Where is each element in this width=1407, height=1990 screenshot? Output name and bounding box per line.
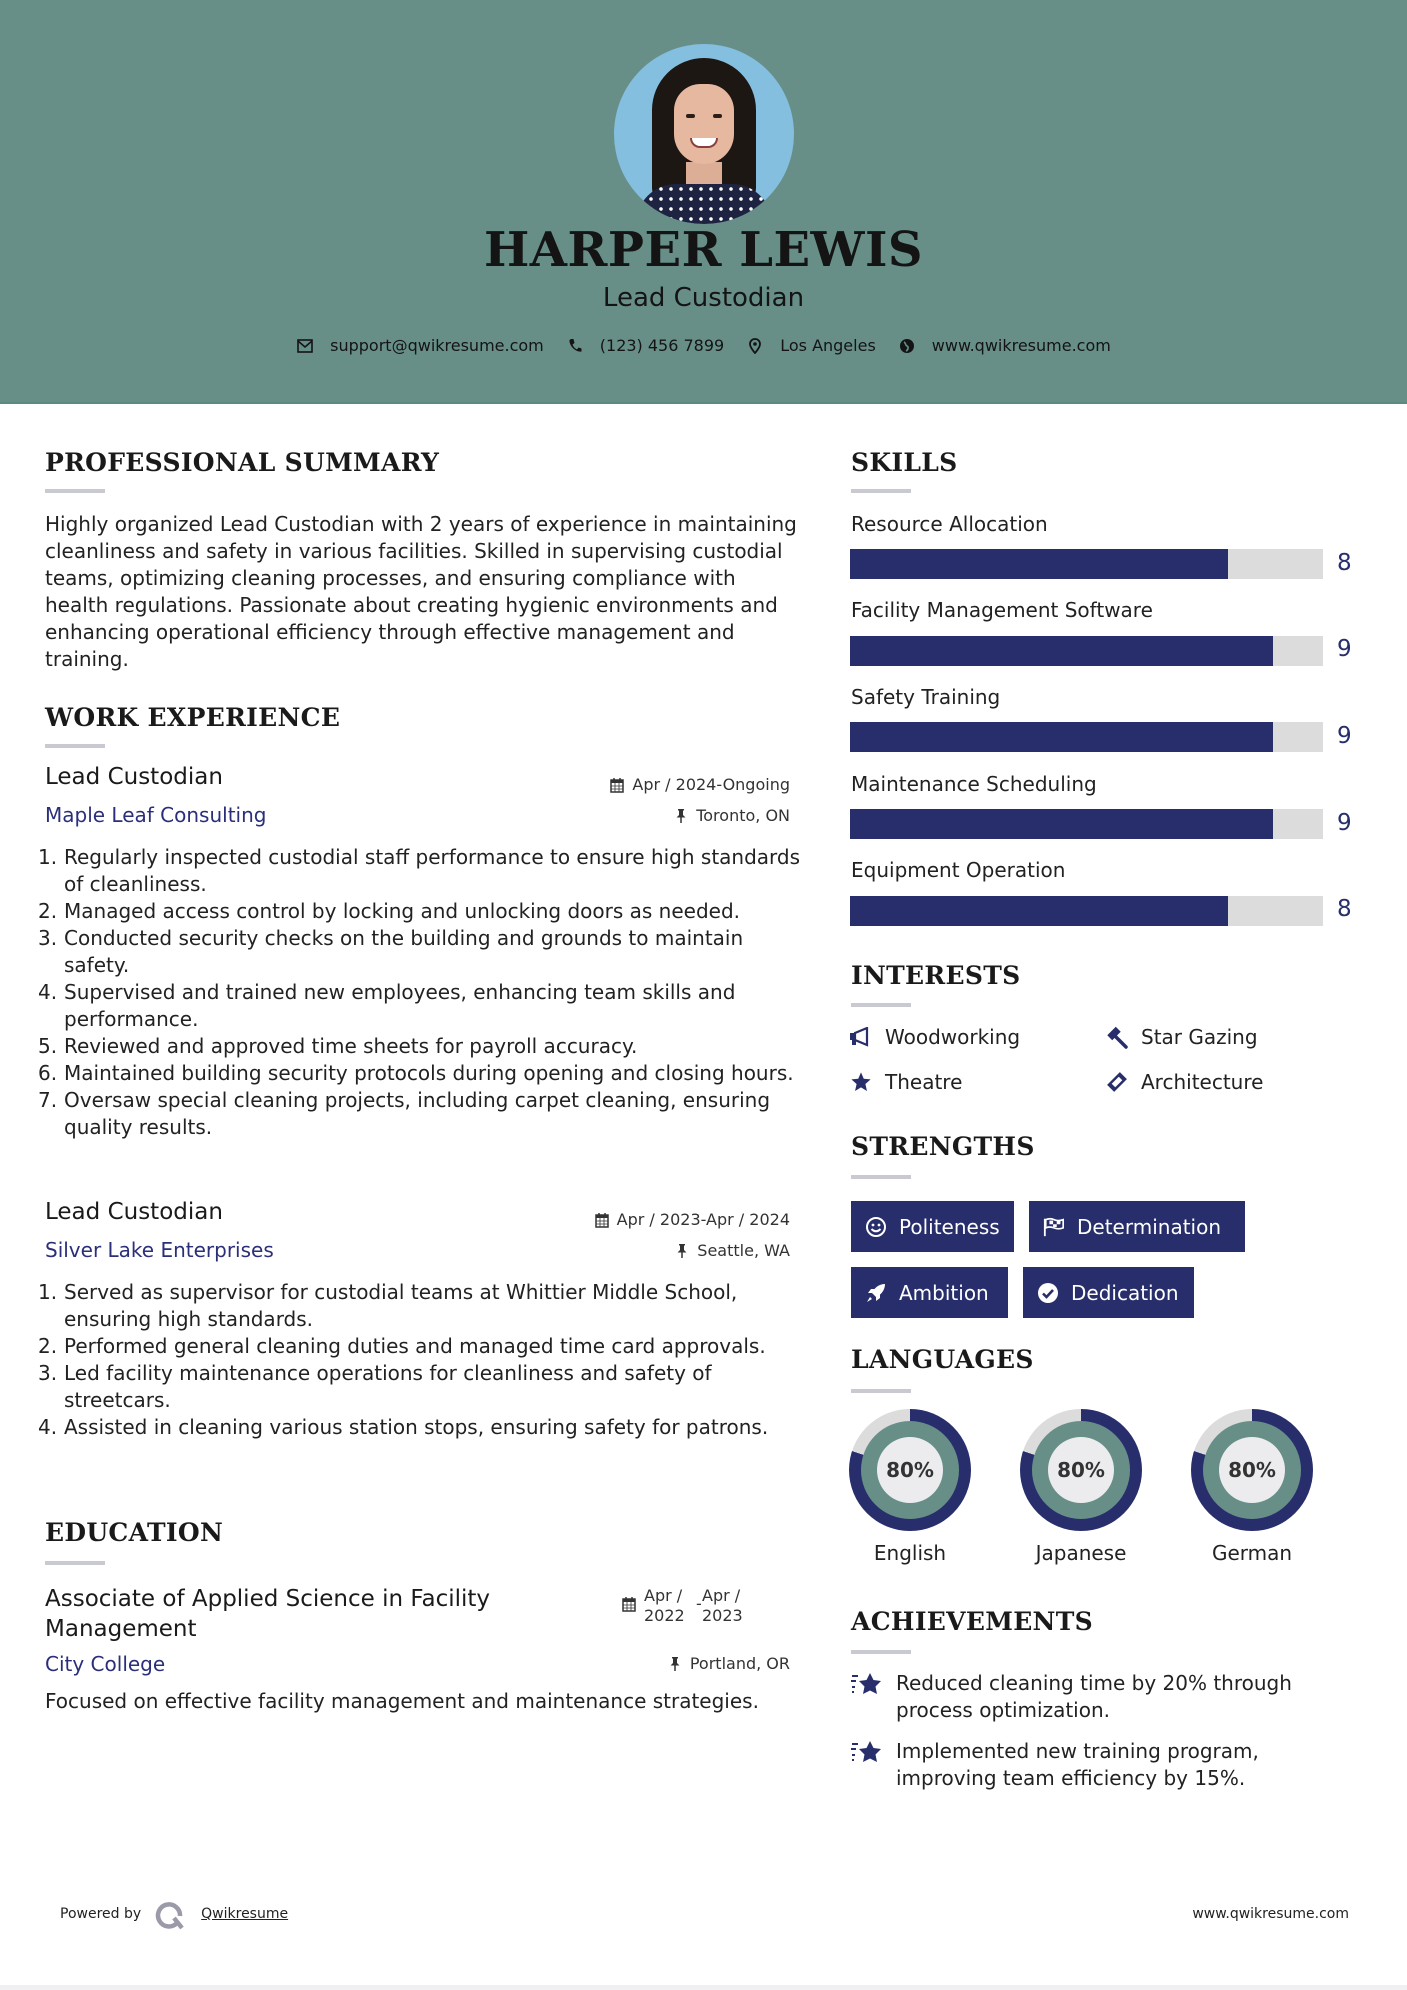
skill-bar-fill: [850, 636, 1273, 666]
language-percent: 80%: [877, 1437, 943, 1503]
skill-label: Resource Allocation: [851, 512, 1048, 536]
skill-score: 9: [1337, 723, 1352, 749]
job-dates-text: Apr / 2024-Ongoing: [632, 775, 790, 794]
job-dates: [520, 775, 790, 794]
strength-label: Dedication: [1071, 1280, 1179, 1305]
qwikresume-logo-icon: [155, 1898, 187, 1930]
education-divider: [45, 1561, 105, 1565]
interest-item: [1105, 1025, 1258, 1049]
contact-phone[interactable]: [566, 336, 724, 355]
edu-start-month: Apr /: [644, 1586, 683, 1605]
list-item: 4. Supervised and trained new employees, enhancing team skills and performance.: [38, 980, 736, 1031]
pushpin-icon: [675, 1243, 689, 1259]
summary-heading: PROFESSIONAL SUMMARY: [45, 448, 440, 477]
job-dates: [520, 1210, 790, 1229]
list-item: 2. Performed general cleaning duties and managed time card approvals.: [38, 1334, 766, 1358]
skill-bar: [850, 809, 1323, 839]
skill-label: Safety Training: [851, 685, 1001, 709]
contact-website-text: www.qwikresume.com: [931, 336, 1111, 355]
list-item: 5. Reviewed and approved time sheets for payroll accuracy.: [38, 1034, 638, 1058]
education-description: Focused on effective facility management and maintenance strategies.: [45, 1689, 759, 1713]
strength-chip: [1029, 1201, 1245, 1252]
education-dates: [622, 1586, 743, 1626]
envelope-icon: [296, 337, 314, 355]
skills-heading: SKILLS: [851, 448, 958, 477]
footer-url[interactable]: www.qwikresume.com: [1192, 1906, 1349, 1922]
language-donut: [1020, 1409, 1142, 1531]
rocket-icon: [865, 1282, 887, 1304]
job-dates-text: Apr / 2023-Apr / 2024: [616, 1210, 790, 1229]
contact-location: [746, 336, 876, 355]
star-medal-icon: [850, 1670, 884, 1700]
pushpin-icon: [668, 1656, 682, 1672]
strengths-divider: [851, 1175, 911, 1179]
interest-item: [849, 1025, 1020, 1049]
language-name: English: [873, 1541, 947, 1565]
skill-bar-fill: [850, 722, 1273, 752]
experience-heading: WORK EXPERIENCE: [45, 703, 341, 732]
job-location: [520, 806, 790, 825]
star-medal-icon: [850, 1738, 884, 1768]
interest-item: [849, 1070, 962, 1094]
edu-end-month: Apr /: [702, 1586, 741, 1605]
company-name: Silver Lake Enterprises: [45, 1238, 274, 1262]
education-location: [520, 1654, 790, 1673]
list-item: 3. Led facility maintenance operations for cleanliness and safety of streetcars.: [38, 1361, 712, 1412]
skill-bar-fill: [850, 896, 1228, 926]
skill-bar-fill: [850, 809, 1273, 839]
achievements-divider: [851, 1650, 911, 1654]
list-item: 3. Conducted security checks on the building and grounds to maintain safety.: [38, 926, 744, 977]
language-donut: [849, 1409, 971, 1531]
skills-divider: [851, 489, 911, 493]
language-item: [1020, 1409, 1142, 1565]
achievement-text: Reduced cleaning time by 20% through process optimization.: [896, 1671, 1292, 1722]
interest-label: Architecture: [1141, 1070, 1264, 1094]
skill-bar: [850, 549, 1323, 579]
strength-chip: [1023, 1267, 1194, 1318]
powered-by-label: Powered by: [60, 1906, 142, 1922]
resume-header: [0, 0, 1407, 404]
languages-divider: [851, 1389, 911, 1393]
smile-icon: [865, 1216, 887, 1238]
job-location: [520, 1241, 790, 1260]
list-item: 2. Managed access control by locking and unlocking doors as needed.: [38, 899, 741, 923]
job-title: Lead Custodian: [45, 1199, 223, 1225]
language-donut: [1191, 1409, 1313, 1531]
languages-heading: LANGUAGES: [851, 1345, 1034, 1374]
ticket-icon: [1105, 1070, 1129, 1094]
language-item: [1191, 1409, 1313, 1565]
skill-label: Equipment Operation: [851, 858, 1066, 882]
strength-chip: [851, 1267, 1008, 1318]
contact-bar: [0, 336, 1407, 355]
achievement-text: Implemented new training program, improving team efficiency by 15%.: [896, 1739, 1259, 1790]
list-item: 1. Served as supervisor for custodial teams at Whittier Middle School, ensuring high standards.: [38, 1280, 738, 1331]
profile-photo: [614, 44, 794, 224]
contact-location-text: Los Angeles: [780, 336, 876, 355]
edu-start-year: 2022: [644, 1606, 685, 1625]
interests-heading: INTERESTS: [851, 961, 1021, 990]
phone-icon: [566, 337, 584, 355]
school-name: City College: [45, 1652, 166, 1676]
skill-score: 9: [1337, 636, 1352, 662]
candidate-role: Lead Custodian: [602, 283, 805, 313]
list-item: 7. Oversaw special cleaning projects, including carpet cleaning, ensuring quality results.: [38, 1088, 771, 1139]
contact-email[interactable]: [296, 336, 544, 355]
map-marker-icon: [746, 337, 764, 355]
gavel-icon: [1105, 1025, 1129, 1049]
language-name: German: [1211, 1541, 1293, 1565]
interest-item: [1105, 1070, 1263, 1094]
education-location-text: Portland, OR: [689, 1654, 790, 1673]
list-item: 6. Maintained building security protocols during opening and closing hours.: [38, 1061, 794, 1085]
skill-bar-fill: [850, 549, 1228, 579]
experience-divider: [45, 744, 105, 748]
check-circle-icon: [1037, 1282, 1059, 1304]
skill-score: 9: [1337, 810, 1352, 836]
edu-date-separator: -: [696, 1594, 702, 1613]
globe-icon: [898, 337, 916, 355]
pushpin-icon: [674, 808, 688, 824]
job-title: Lead Custodian: [45, 764, 223, 790]
language-percent: 80%: [1219, 1437, 1285, 1503]
language-percent: 80%: [1048, 1437, 1114, 1503]
calendar-icon: [622, 1596, 636, 1612]
job-location-text: Toronto, ON: [696, 806, 790, 825]
footer-branding: [60, 1898, 288, 1930]
strength-label: Politeness: [899, 1214, 1000, 1239]
contact-phone-text: (123) 456 7899: [599, 336, 725, 355]
interest-label: Woodworking: [885, 1025, 1021, 1049]
strength-chip: [851, 1201, 1014, 1252]
language-item: [849, 1409, 971, 1565]
skill-label: Maintenance Scheduling: [851, 772, 1097, 796]
page-bottom-edge: [0, 1985, 1407, 1990]
summary-divider: [45, 489, 105, 493]
skill-score: 8: [1337, 550, 1352, 576]
education-heading: EDUCATION: [45, 1518, 224, 1547]
star-icon: [849, 1070, 873, 1094]
skill-bar: [850, 636, 1323, 666]
achievements-heading: ACHIEVEMENTS: [851, 1607, 1093, 1636]
job-bullets: [38, 1279, 805, 1441]
summary-text: Highly organized Lead Custodian with 2 years of experience in maintaining cleanliness and safety in various facilities. Skilled in supervising custodial teams, optimizing cleaning processes, and ensuring compliance with health regulations. Passionate about creating hygienic environments and enhancing operational efficiency through effective management and training.: [45, 512, 797, 671]
skill-bar: [850, 896, 1323, 926]
company-name: Maple Leaf Consulting: [45, 803, 267, 827]
calendar-icon: [595, 1212, 609, 1228]
flag-checkered-icon: [1043, 1216, 1065, 1238]
skill-score: 8: [1337, 896, 1352, 922]
job-location-text: Seattle, WA: [697, 1241, 790, 1260]
language-name: Japanese: [1035, 1541, 1127, 1565]
skill-bar: [850, 722, 1323, 752]
calendar-icon: [610, 777, 624, 793]
candidate-name: HARPER LEWIS: [483, 222, 924, 278]
degree-title: Associate of Applied Science in Facility Management: [45, 1586, 491, 1642]
megaphone-icon: [849, 1025, 873, 1049]
strength-label: Ambition: [899, 1280, 989, 1305]
skill-label: Facility Management Software: [851, 598, 1153, 622]
edu-end-year: 2023: [702, 1606, 743, 1625]
list-item: 4. Assisted in cleaning various station stops, ensuring safety for patrons.: [38, 1415, 769, 1439]
strength-label: Determination: [1077, 1214, 1222, 1239]
interests-divider: [851, 1003, 911, 1007]
strengths-heading: STRENGTHS: [851, 1132, 1035, 1161]
list-item: 1. Regularly inspected custodial staff performance to ensure high standards of cleanliness.: [38, 845, 801, 896]
interest-label: Theatre: [885, 1070, 963, 1094]
achievement-item: [850, 1670, 1330, 1724]
contact-email-text: support@qwikresume.com: [330, 336, 544, 355]
contact-website[interactable]: [898, 336, 1111, 355]
achievement-item: [850, 1738, 1330, 1792]
interest-label: Star Gazing: [1141, 1025, 1258, 1049]
job-bullets: [38, 844, 805, 1141]
qwikresume-link[interactable]: Qwikresume: [201, 1906, 289, 1922]
